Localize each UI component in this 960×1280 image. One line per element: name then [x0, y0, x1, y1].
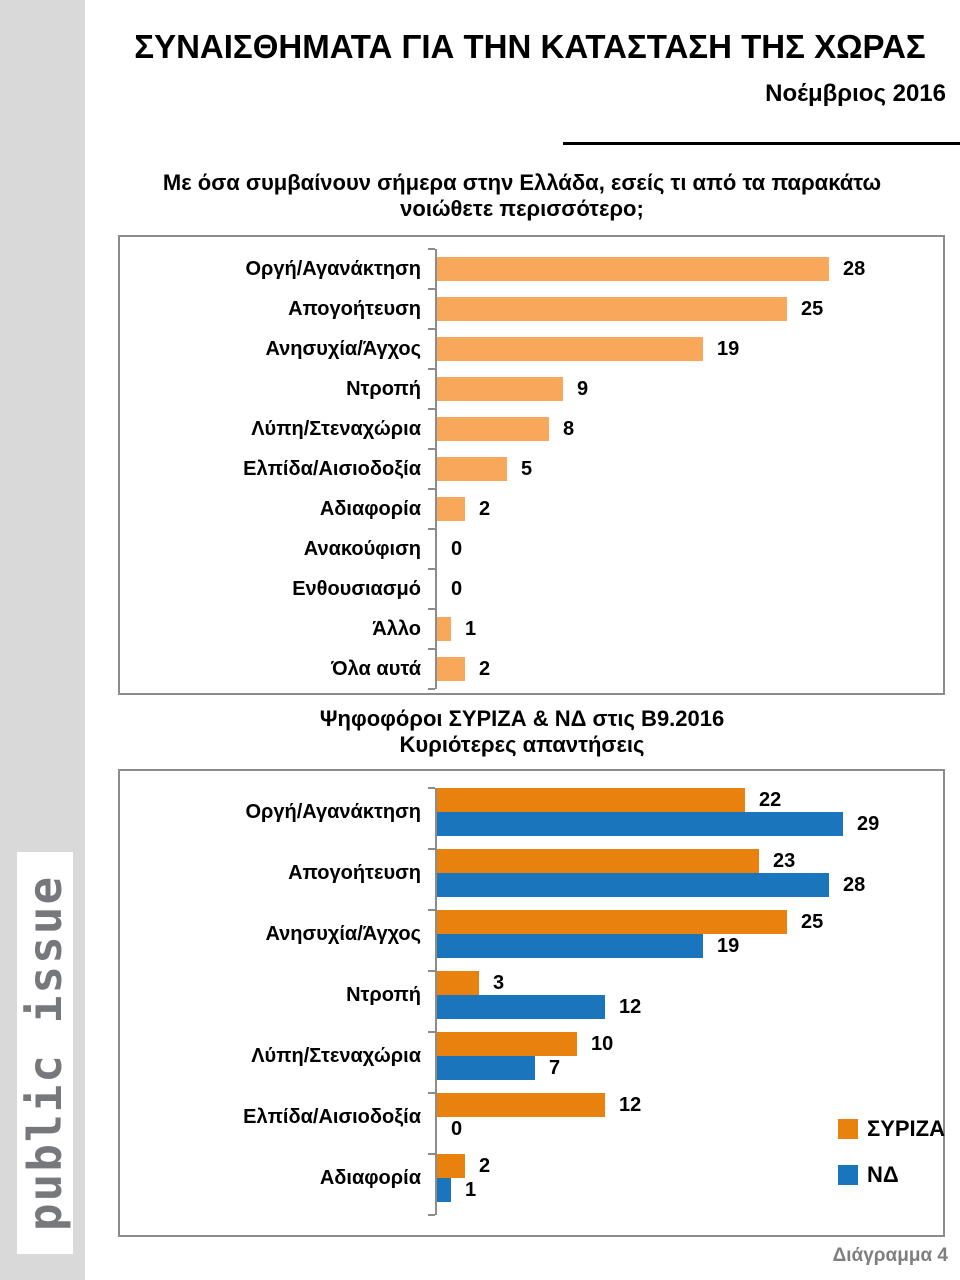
legend-label: ΝΔ — [867, 1162, 899, 1187]
survey-question: Με όσα συμβαίνουν σήμερα στην Ελλάδα, εσείς τι από τα παρακάτω νοιώθετε περισσότερο; — [162, 170, 882, 221]
value-label: 12 — [619, 1093, 642, 1116]
series-bar-line — [437, 934, 935, 958]
value-label: 25 — [801, 910, 824, 933]
bar — [437, 788, 745, 812]
brand-sidebar — [0, 0, 85, 1280]
bar-area — [435, 329, 935, 369]
category-label: Απογοήτευση — [288, 861, 421, 884]
value-label: 1 — [465, 1178, 477, 1201]
bar-group-area — [435, 788, 935, 849]
value-label: 2 — [479, 657, 491, 680]
bar-area — [435, 609, 935, 649]
category-label: Λύπη/Στεναχώρια — [251, 417, 421, 440]
bar — [437, 377, 563, 401]
value-label: 0 — [451, 577, 463, 600]
value-label: 3 — [493, 971, 505, 994]
category-label: Ανησυχία/Άγχος — [265, 922, 421, 945]
value-label: 7 — [549, 1056, 561, 1079]
chart-by-party-title — [122, 706, 922, 759]
chart-by-party-title-line1: Ψηφοφόροι ΣΥΡΙΖΑ & ΝΔ στις Β9.2016 — [319, 706, 725, 731]
value-label: 25 — [801, 297, 824, 320]
chart-row — [120, 289, 935, 329]
bar-area — [435, 569, 935, 609]
chart-row — [120, 329, 935, 369]
legend-swatch — [838, 1165, 858, 1185]
bar-area — [435, 249, 935, 289]
figure-caption: Διάγραμμα 4 — [832, 1245, 948, 1266]
chart-group-row — [120, 849, 935, 910]
chart-row — [120, 249, 935, 289]
category-label: Αδιαφορία — [319, 1166, 421, 1189]
bar-area — [435, 289, 935, 329]
chart-row — [120, 609, 935, 649]
bar-group-area — [435, 849, 935, 910]
bar-group-area — [435, 971, 935, 1032]
chart-by-party — [118, 769, 945, 1237]
chart-group-row — [120, 971, 935, 1032]
legend-item — [838, 1162, 945, 1188]
series-bar-line — [437, 849, 935, 873]
chart-legend — [838, 1116, 945, 1208]
bar — [437, 1056, 535, 1080]
series-bar-line — [437, 910, 935, 934]
chart-overall-feelings — [118, 235, 945, 695]
value-label: 29 — [857, 812, 880, 835]
bar — [437, 1032, 577, 1056]
category-label: Αδιαφορία — [319, 497, 421, 520]
bar — [437, 417, 549, 441]
category-label: Άλλο — [372, 617, 421, 640]
value-label: 19 — [717, 934, 740, 957]
bar-area — [435, 369, 935, 409]
category-label: Οργή/Αγανάκτηση — [245, 257, 421, 280]
value-label: 2 — [479, 1154, 491, 1177]
bar — [437, 617, 451, 641]
category-label: Ελπίδα/Αισιοδοξία — [243, 1105, 421, 1128]
value-label: 0 — [451, 537, 463, 560]
value-label: 28 — [843, 873, 866, 896]
category-label: Όλα αυτά — [331, 657, 421, 680]
value-label: 5 — [521, 457, 533, 480]
bar — [437, 257, 829, 281]
page-subtitle: Νοέμβριος 2016 — [765, 80, 946, 107]
value-label: 23 — [773, 849, 796, 872]
bar — [437, 910, 787, 934]
chart-by-party-title-line2: Κυριότερες απαντήσεις — [399, 732, 645, 758]
bar — [437, 497, 465, 521]
bar-area — [435, 529, 935, 569]
bar — [437, 657, 465, 681]
chart-row — [120, 649, 935, 689]
value-label: 2 — [479, 497, 491, 520]
category-label: Ντροπή — [346, 377, 421, 400]
value-label: 8 — [563, 417, 575, 440]
chart-row — [120, 409, 935, 449]
page-title: ΣΥΝΑΙΣΘΗΜΑΤΑ ΓΙΑ ΤΗΝ ΚΑΤΑΣΤΑΣΗ ΤΗΣ ΧΩΡΑΣ — [134, 28, 926, 65]
public-issue-logo-text: public issue — [18, 874, 72, 1232]
bar-group-area — [435, 910, 935, 971]
bar-group-area — [435, 1032, 935, 1093]
series-bar-line — [437, 971, 935, 995]
chart-by-party-plot — [120, 788, 935, 1215]
chart-group-row — [120, 1093, 935, 1154]
series-bar-line — [437, 788, 935, 812]
chart-row — [120, 369, 935, 409]
bar — [437, 971, 479, 995]
bar — [437, 337, 703, 361]
bar — [437, 995, 605, 1019]
value-label: 1 — [465, 617, 477, 640]
series-bar-line — [437, 995, 935, 1019]
category-label: Απογοήτευση — [288, 297, 421, 320]
bar-area — [435, 649, 935, 689]
value-label: 28 — [843, 257, 866, 280]
bar — [437, 457, 507, 481]
series-bar-line — [437, 812, 935, 836]
chart-overall-plot — [120, 249, 935, 689]
series-bar-line — [437, 1032, 935, 1056]
category-label: Ανησυχία/Άγχος — [265, 337, 421, 360]
category-label: Ντροπή — [346, 983, 421, 1006]
series-bar-line — [437, 873, 935, 897]
category-label: Λύπη/Στεναχώρια — [251, 1044, 421, 1067]
chart-group-row — [120, 1032, 935, 1093]
chart-group-row — [120, 788, 935, 849]
chart-group-row — [120, 1154, 935, 1215]
bar — [437, 849, 759, 873]
title-divider — [563, 142, 960, 145]
chart-row — [120, 529, 935, 569]
bar — [437, 1093, 605, 1117]
bar-area — [435, 489, 935, 529]
bar — [437, 934, 703, 958]
series-bar-line — [437, 1056, 935, 1080]
value-label: 0 — [451, 1117, 463, 1140]
value-label: 19 — [717, 337, 740, 360]
category-label: Οργή/Αγανάκτηση — [245, 800, 421, 823]
bar-area — [435, 449, 935, 489]
chart-row — [120, 569, 935, 609]
bar — [437, 873, 829, 897]
bar-area — [435, 409, 935, 449]
legend-item — [838, 1116, 945, 1142]
legend-swatch — [838, 1119, 858, 1139]
value-label: 9 — [577, 377, 589, 400]
chart-row — [120, 449, 935, 489]
legend-label: ΣΥΡΙΖΑ — [867, 1116, 945, 1141]
category-label: Ελπίδα/Αισιοδοξία — [243, 457, 421, 480]
category-label: Ενθουσιασμό — [292, 577, 421, 600]
bar — [437, 812, 843, 836]
value-label: 10 — [591, 1032, 614, 1055]
value-label: 22 — [759, 788, 782, 811]
bar — [437, 297, 787, 321]
category-label: Ανακούφιση — [303, 537, 421, 560]
bar — [437, 1154, 465, 1178]
chart-row — [120, 489, 935, 529]
series-bar-line — [437, 1093, 935, 1117]
bar — [437, 1178, 451, 1202]
value-label: 12 — [619, 995, 642, 1018]
public-issue-logo — [17, 852, 73, 1254]
chart-group-row — [120, 910, 935, 971]
